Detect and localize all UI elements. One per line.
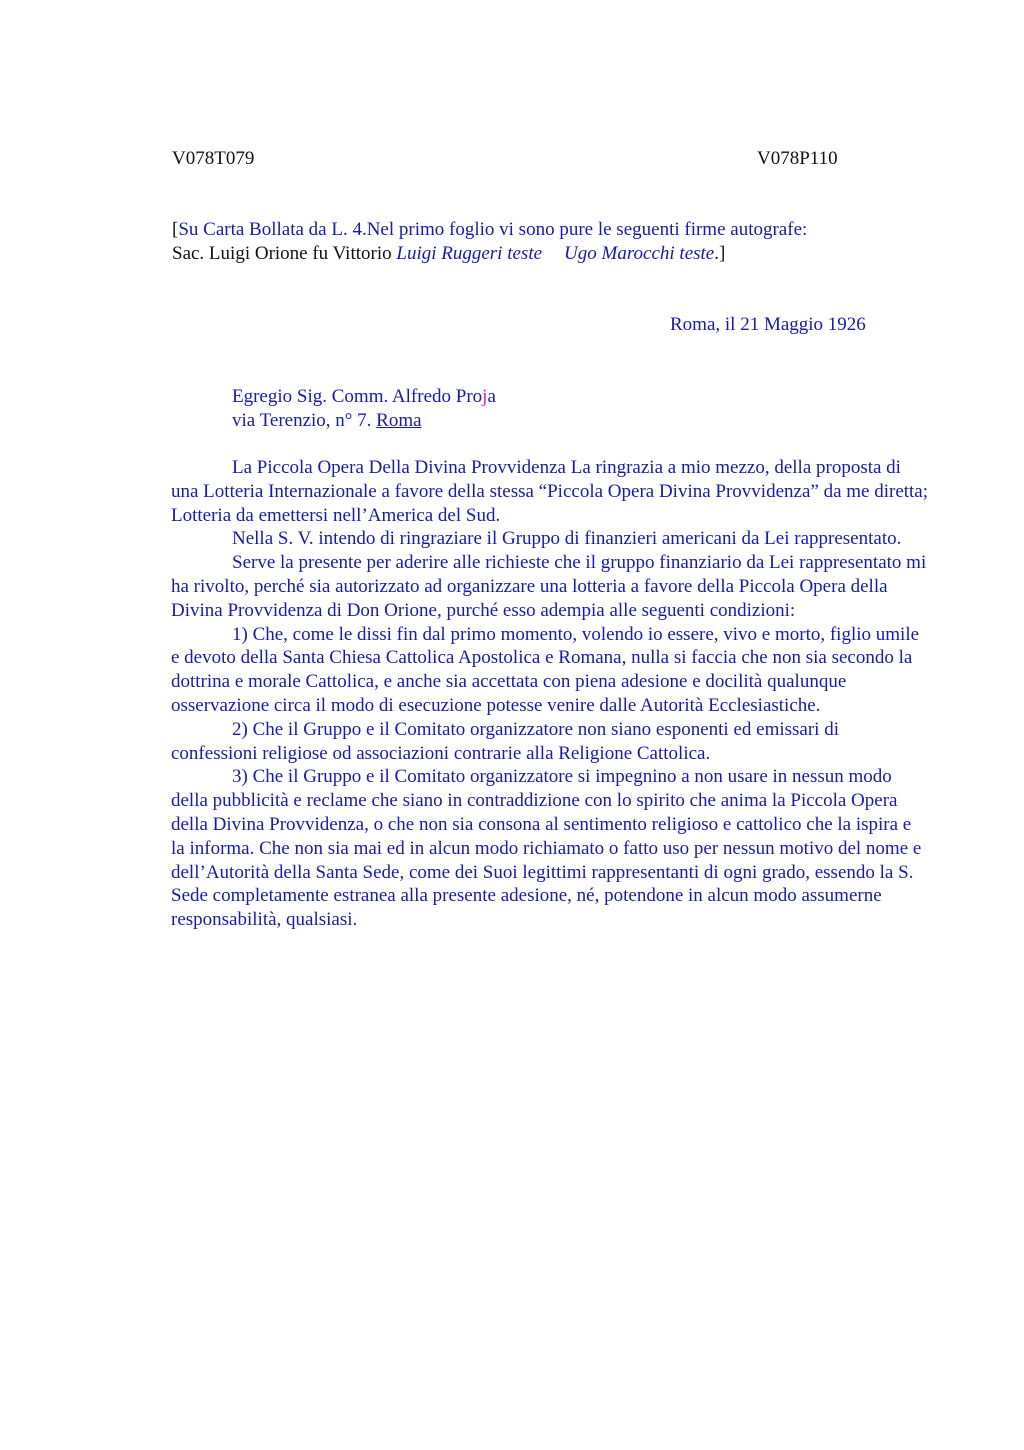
- note-description: Su Carta Bollata da L. 4.Nel primo foglio vi sono pure le seguenti firme autografe:: [178, 219, 808, 240]
- note-period: .: [714, 242, 719, 264]
- note-close-bracket: ]: [718, 242, 726, 264]
- address-city: Roma: [376, 409, 422, 431]
- archival-note: [172, 218, 912, 266]
- document-ref-right: V078P110: [757, 148, 838, 169]
- recipient-address: [232, 385, 496, 433]
- note-witness-2: Ugo Marocchi teste: [564, 242, 715, 264]
- document-ref-left: V078T079: [172, 148, 255, 169]
- address-corrected-letter: j: [482, 386, 488, 407]
- note-signer: Sac. Luigi Orione fu Vittorio: [172, 242, 392, 264]
- address-line-2: via Terenzio, n° 7.: [232, 409, 377, 431]
- paragraph: La Piccola Opera Della Divina Provvidenza La ringrazia a mio mezzo, della proposta di una Lotteria Internazionale a favore della stessa “Piccola Opera Divina Provvidenza” da me diretta; Lotteria da emettersi nell’America del Sud.: [171, 457, 929, 526]
- letter-body: [171, 456, 929, 932]
- paragraph: 1) Che, come le dissi fin dal primo momento, volendo io essere, vivo e morto, figlio umile e devoto della Santa Chiesa Cattolica Apostolica e Romana, nulla si faccia che non sia secondo la dottrina e morale Cattolica, e anche sia accettata con piena adesione e docilità qualunque osservazione circa il modo di esecuzione potesse venire dalle Autorità Ecclesiastiche.: [171, 623, 920, 716]
- note-open-bracket: [: [172, 219, 179, 240]
- paragraph: Serve la presente per aderire alle richieste che il gruppo finanziario da Lei rappresentato mi ha rivolto, perché sia autorizzato ad organizzare una lotteria a favore della Piccola Opera della Divina Provvidenza di Don Orione, purché esso adempia alle seguenti condizioni:: [171, 552, 927, 621]
- paragraph: Nella S. V. intendo di ringraziare il Gruppo di finanzieri americani da Lei rappresentato.: [232, 528, 902, 550]
- address-line-1-end: a: [487, 386, 496, 407]
- address-line-1: Egregio Sig. Comm. Alfredo Pro: [232, 386, 483, 407]
- note-witness-1: Luigi Ruggeri teste: [396, 242, 543, 264]
- paragraph: 3) Che il Gruppo e il Comitato organizzatore si impegnino a non usare in nessun modo della pubblicità e reclame che siano in contraddizione con lo spirito che anima la Piccola Opera della Divina Provvidenza, o che non sia consona al sentimento religioso e cattolico che la ispira e la informa. Che non sia mai ed in alcun modo richiamato o fatto uso per nessun motivo del nome e dell’Autorità della Santa Sede, come dei Suoi legittimi rappresentanti di ogni grado, essendo la S. Sede completamente estranea alla presente adesione, né, potendone in alcun modo assumerne responsabilità, qualsiasi.: [171, 766, 922, 931]
- dateline: Roma, il 21 Maggio 1926: [670, 314, 866, 335]
- paragraph: 2) Che il Gruppo e il Comitato organizzatore non siano esponenti ed emissari di confessioni religiose od associazioni contrarie alla Religione Cattolica.: [171, 718, 839, 764]
